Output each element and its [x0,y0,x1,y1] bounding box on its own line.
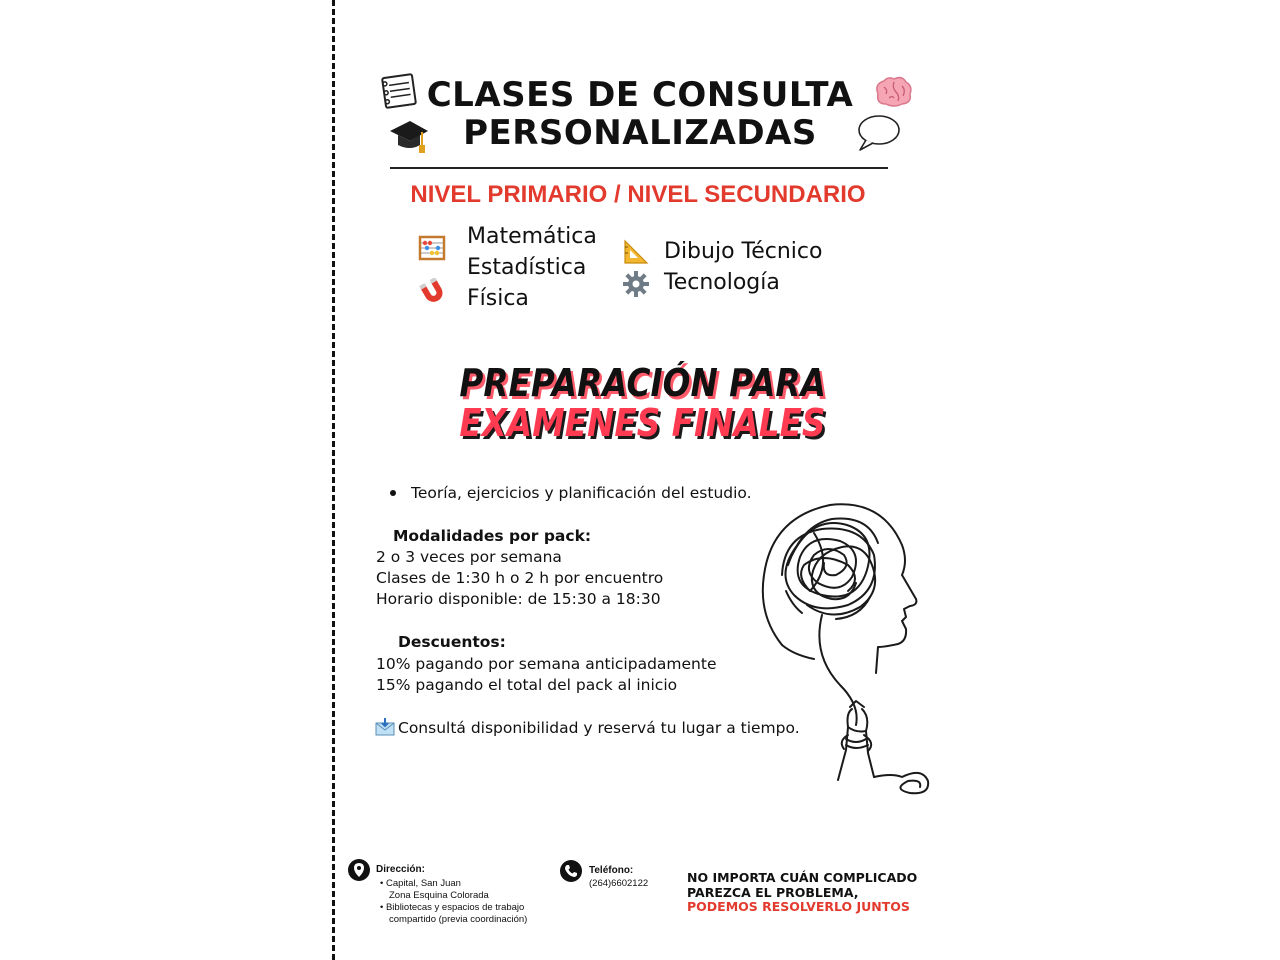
subject-technology: Tecnología [664,270,780,295]
prep-heading-line-2: EXAMENES FINALES [459,401,826,445]
modality-item: 2 o 3 veces por semana [376,548,562,566]
title-divider [390,167,888,169]
discount-item: 15% pagando el total del pack al inicio [376,676,678,694]
tangled-mind-illustration [752,495,942,800]
slogan-line-1: NO IMPORTA CUÁN COMPLICADO [687,870,918,885]
address-line: • Bibliotecas y espacios de trabajo [380,902,525,913]
page-title [380,76,900,152]
envelope-icon [375,718,395,736]
modality-item: Clases de 1:30 h o 2 h por encuentro [376,569,664,587]
bullet-dot [390,490,396,496]
phone-label: Teléfono: [589,865,634,876]
dashed-cut-line [332,0,335,960]
subject-math: Matemática [467,224,597,249]
address-line: Zona Esquina Colorada [389,890,489,901]
cta-text: Consultá disponibilidad y reservá tu lugar a tiempo. [398,719,800,737]
discount-item: 10% pagando por semana anticipadamente [376,655,717,673]
levels-heading: NIVEL PRIMARIO / NIVEL SECUNDARIO [410,181,866,208]
phone-number: (264)6602122 [589,878,649,889]
modality-item: Horario disponible: de 15:30 a 18:30 [376,590,661,608]
address-label: Dirección: [376,864,425,875]
magnet-icon [418,278,448,306]
title-line-1: CLASES DE CONSULTA [426,75,854,115]
address-line: • Capital, San Juan [380,878,461,889]
prep-heading-line-1: PREPARACIÓN PARA [459,361,826,405]
abacus-icon [418,235,446,261]
gear-icon [622,270,650,298]
modalities-heading: Modalidades por pack: [393,527,592,545]
slogan-line-2: PAREZCA EL PROBLEMA, [687,884,859,900]
bullet-text: Teoría, ejercicios y planificación del estudio. [411,484,752,502]
slogan [687,871,917,915]
subject-statistics: Estadística [467,255,587,280]
title-line-2: PERSONALIZADAS [463,113,817,153]
triangle-ruler-icon [622,238,650,266]
subject-physics: Física [467,286,529,311]
phone-icon [559,859,583,883]
discounts-heading: Descuentos: [398,633,506,651]
subject-technical-drawing: Dibujo Técnico [664,239,823,264]
location-pin-icon [347,858,371,882]
slogan-line-3: PODEMOS RESOLVERLO JUNTOS [687,899,910,914]
address-line: compartido (previa coordinación) [389,914,528,925]
